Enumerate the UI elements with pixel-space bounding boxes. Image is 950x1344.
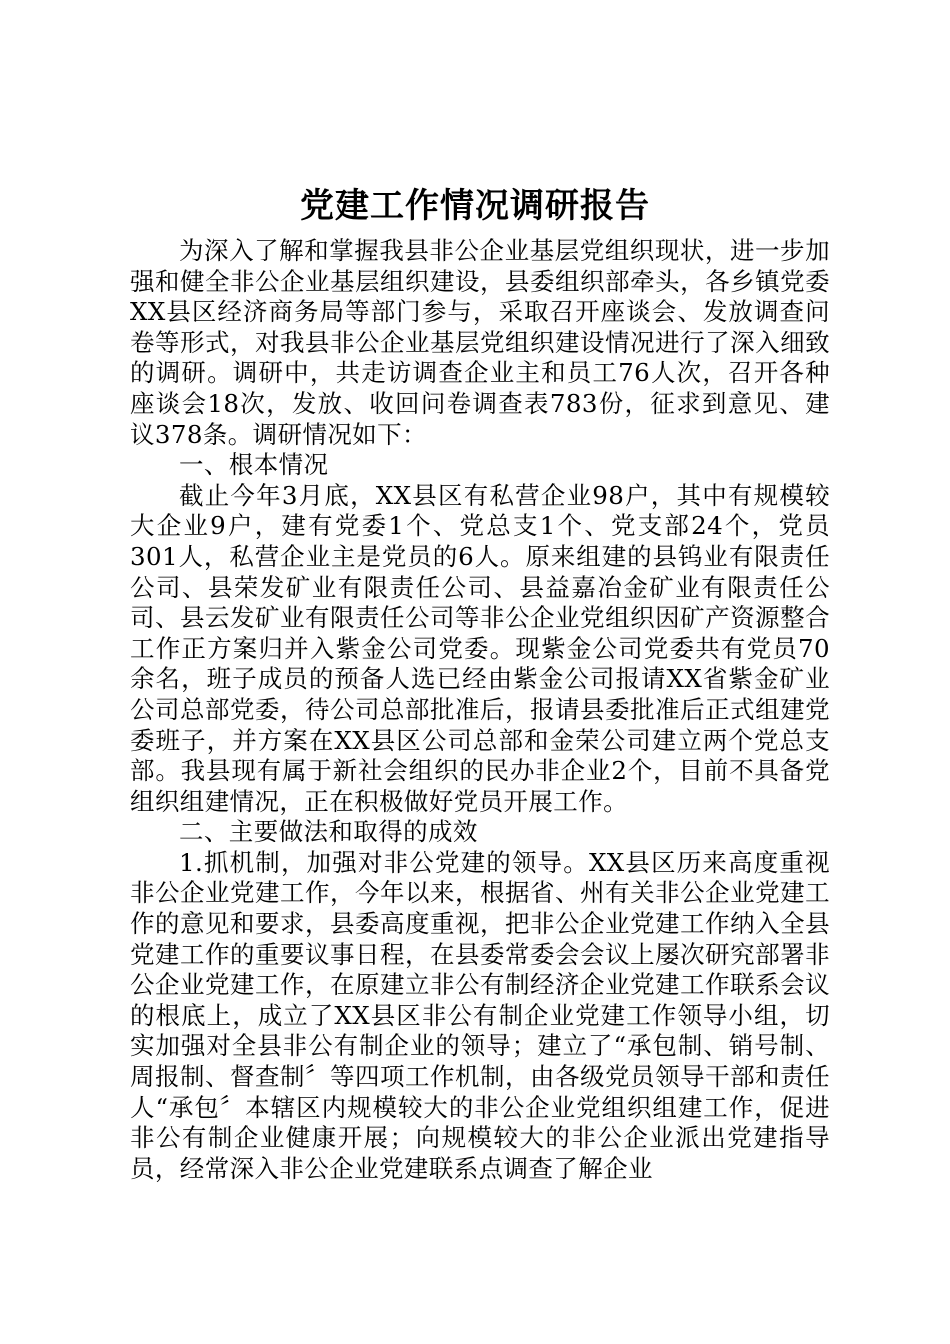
basic-situation-paragraph: 截止今年3月底，XX县区有私营企业98户，其中有规模较大企业9户，建有党委1个、党总支1个、党支部24个，党员301人，私营企业主是党员的6人。原来组建的县钨业有限责任公司、县荣发矿业有限责任公司、县益嘉冶金矿业有限责任公司、县云发矿业有限责任公司等非公企业党组织因矿产资源整合工作正方案归并入紫金公司党委。现紫金公司党委共有党员70余名，班子成员的预备人选已经由紫金公司报请XX省紫金矿业公司总部党委，待公司总部批准后，报请县委批准后正式组建党委班子，并方案在XX县区公司总部和金荣公司建立两个党总支部。我县现有属于新社会组织的民办非企业2个，目前不具备党组织组建情况，正在积极做好党员开展工作。 [130,480,830,816]
section-heading-basic-situation: 一、根本情况 [179,450,329,480]
document-body [130,236,830,1184]
intro-paragraph: 为深入了解和掌握我县非公企业基层党组织现状，进一步加强和健全非公企业基层组织建设，县委组织部牵头，各乡镇党委XX县区经济商务局等部门参与，采取召开座谈会、发放调查问卷等形式，对我县非公企业基层党组织建设情况进行了深入细致的调研。调研中，共走访调查企业主和员工76人次，召开各种座谈会18次，发放、收回问卷调查表783份，征求到意见、建议378条。调研情况如下： [130,236,830,449]
document-title: 党建工作情况调研报告 [300,186,650,226]
section-heading-practices: 二、主要做法和取得的成效 [179,817,478,847]
practices-paragraph-1: 1.抓机制，加强对非公党建的领导。XX县区历来高度重视非公企业党建工作，今年以来，根据省、州有关非公企业党建工作的意见和要求，县委高度重视，把非公企业党建工作纳入全县党建工作的重要议事日程，在县委常委会会议上屡次研究部署非公企业党建工作，在原建立非公有制经济企业党建工作联系会议的根底上，成立了XX县区非公有制企业党建工作领导小组，切实加强对全县非公有制企业的领导；建立了“承包制、销号制、周报制、督查制〞等四项工作机制，由各级党员领导干部和责任人“承包〞本辖区内规模较大的非公企业党组织组建工作，促进非公有制企业健康开展；向规模较大的非公企业派出党建指导员，经常深入非公企业党建联系点调查了解企业 [130,847,830,1183]
